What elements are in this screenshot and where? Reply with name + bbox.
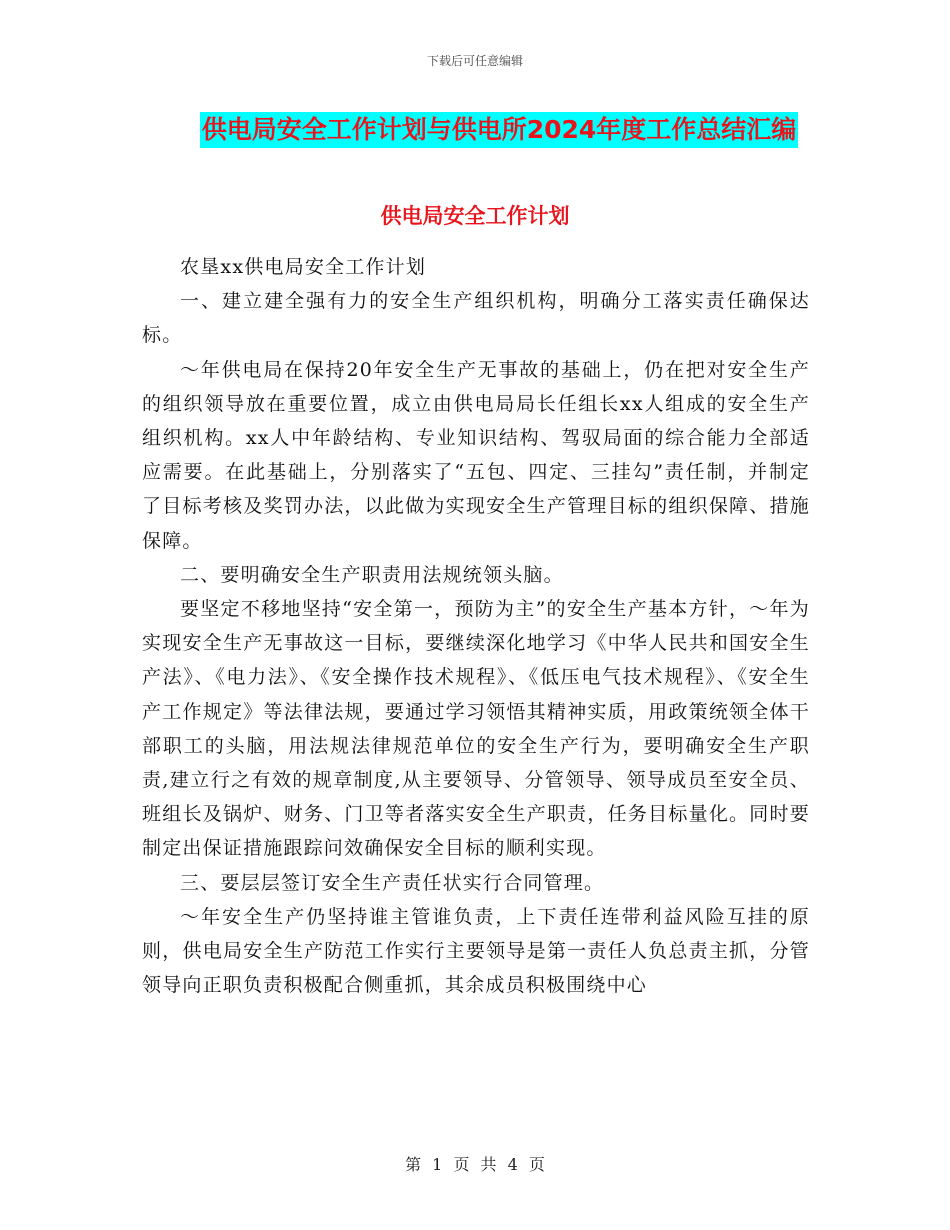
document-title-container xyxy=(0,112,950,148)
paragraph-heading: 农垦xx供电局安全工作计划 xyxy=(180,256,427,278)
paragraph-body-1: ～年供电局在保持20年安全生产无事故的基础上，仍在把对安全生产的组织领导放在重要位置，成立由供电局局长任组长xx人组成的安全生产组织机构。xx人中年龄结构、专业知识结构、驾驭局面的综合能力全部适应需要。在此基础上，分别落实了“五包、四定、三挂勾”责任制，并制定了目标考核及奖罚办法，以此做为实现安全生产管理目标的组织保障、措施保障。 xyxy=(142,358,810,552)
page-number-footer: 第 1 页 共 4 页 xyxy=(405,1155,545,1174)
page-header-note: 下载后可任意编辑 xyxy=(426,54,523,68)
paragraph-item-3: 三、要层层签订安全生产责任状实行合同管理。 xyxy=(180,871,605,894)
document-title: 供电局安全工作计划与供电所2024年度工作总结汇编 xyxy=(200,112,799,148)
paragraph-item-1: 一、建立建全强有力的安全生产组织机构，明确分工落实责任确保达标。 xyxy=(142,290,810,347)
document-body xyxy=(142,250,810,1002)
paragraph-body-2: 要坚定不移地坚持“安全第一，预防为主”的安全生产基本方针，～年为实现安全生产无事故这一目标，要继续深化地学习《中华人民共和国安全生产法》、《电力法》、《安全操作技术规程》、《低压电气技术规程》、《安全生产工作规定》等法律法规，要通过学习领悟其精神实质，用政策统领全体干部职工的头脑，用法规法律规范单位的安全生产行为，要明确安全生产职责,建立行之有效的规章制度,从主要领导、分管领导、领导成员至安全员、班组长及锅炉、财务、门卫等者落实安全生产职责，任务目标量化。同时要制定出保证措施跟踪问效确保安全目标的顺利实现。 xyxy=(142,598,810,860)
paragraph-item-2: 二、要明确安全生产职责用法规统领头脑。 xyxy=(180,563,564,586)
section-title: 供电局安全工作计划 xyxy=(380,204,570,228)
paragraph-body-3: ～年安全生产仍坚持谁主管谁负责，上下责任连带利益风险互挂的原则，供电局安全生产防范工作实行主要领导是第一责任人负总责主抓，分管领导向正职负责积极配合侧重抓，其余成员积极围绕中心 xyxy=(142,905,810,997)
